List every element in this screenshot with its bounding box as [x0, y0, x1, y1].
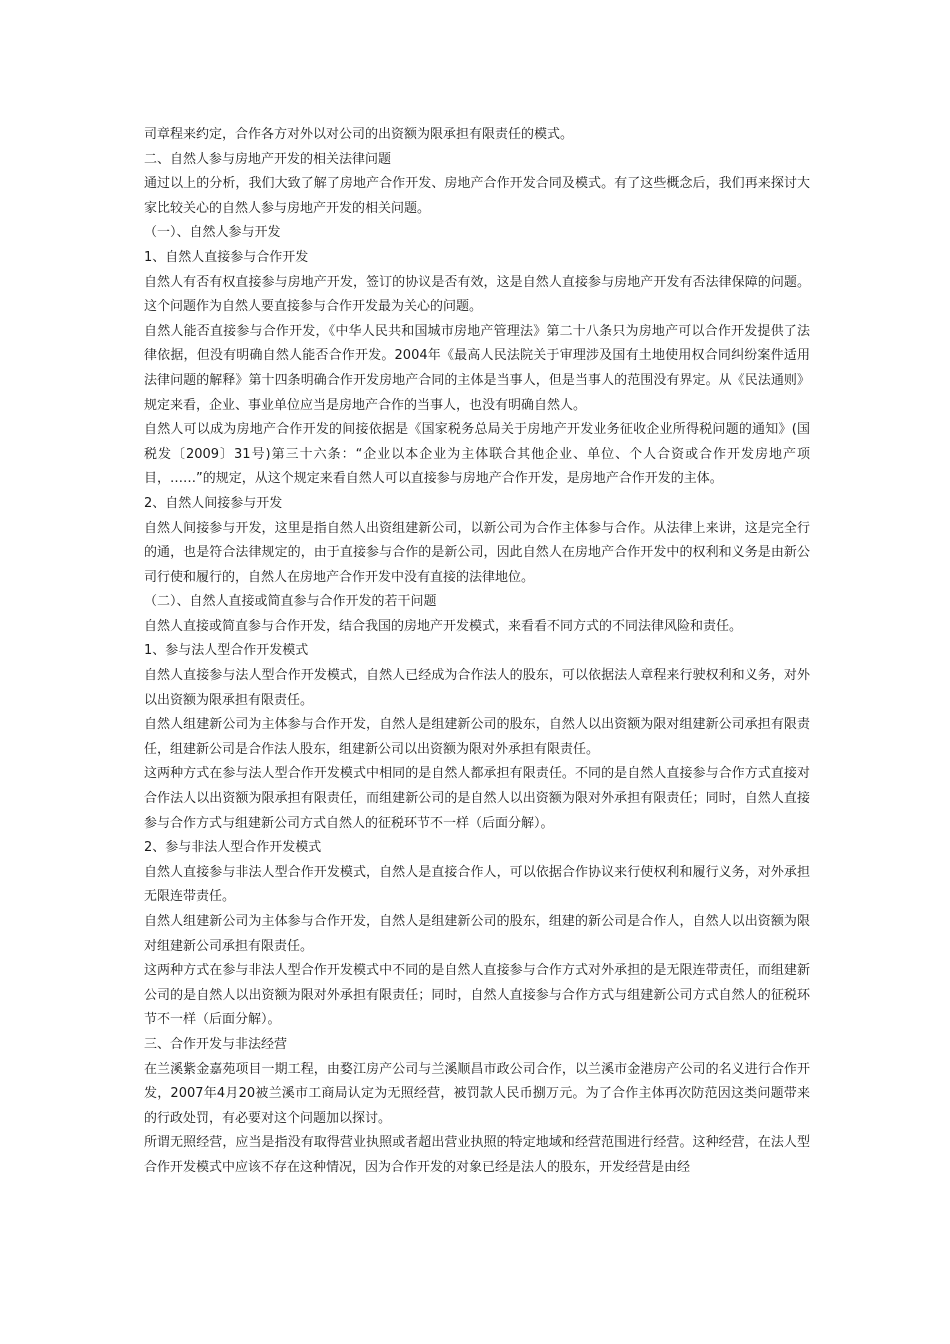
paragraph: 这两种方式在参与非法人型合作开发模式中不同的是自然人直接参与合作方式对外承担的是无限连带责任，而组建新公司的是自然人以出资额为限对外承担有限责任；同时，自然人直接参与合作方式与组建新公司方式自然人的征税环节不一样（后面分解）。 — [144, 963, 810, 1028]
paragraph: 自然人有否有权直接参与房地产开发，签订的协议是否有效，这是自然人直接参与房地产开发有否法律保障的问题。这个问题作为自然人要直接参与合作开发最为关心的问题。 — [144, 274, 810, 315]
subsection-heading: （一）、自然人参与开发 — [144, 225, 281, 241]
paragraph: 通过以上的分析，我们大致了解了房地产合作开发、房地产合作开发合同及模式。有了这些概念后，我们再来探讨大家比较关心的自然人参与房地产开发的相关问题。 — [144, 176, 810, 216]
item-heading: 2、参与非法人型合作开发模式 — [144, 840, 322, 856]
paragraph: 自然人直接或简直参与合作开发，结合我国的房地产开发模式，来看看不同方式的不同法律风险和责任。 — [144, 618, 743, 634]
section-heading: 二、自然人参与房地产开发的相关法律问题 — [144, 151, 392, 167]
item-heading: 1、自然人直接参与合作开发 — [144, 249, 309, 265]
paragraph: 自然人可以成为房地产合作开发的间接依据是《国家税务总局关于房地产开发业务征收企业所得税问题的通知》(国税发〔2009〕31号)第三十六条：“企业以本企业为主体联合其他企业、单位、个人合资或合作开发房地产项目，……”的规定，从这个规定来看自然人可以直接参与房地产合作开发，是房地产合作开发的主体。 — [144, 422, 810, 487]
subsection-heading: （二）、自然人直接或简直参与合作开发的若干问题 — [144, 594, 437, 610]
paragraph: 自然人间接参与开发，这里是指自然人出资组建新公司，以新公司为合作主体参与合作。从法律上来讲，这是完全行的通，也是符合法律规定的，由于直接参与合作的是新公司，因此自然人在房地产合作开发中的权利和义务是由新公司行使和履行的，自然人在房地产合作开发中没有直接的法律地位。 — [144, 520, 810, 585]
paragraph: 所谓无照经营，应当是指没有取得营业执照或者超出营业执照的特定地域和经营范围进行经营。这种经营，在法人型合作开发模式中应该不存在这种情况，因为合作开发的对象已经是法人的股东，开发经营是由经 — [144, 1135, 810, 1175]
paragraph: 这两种方式在参与法人型合作开发模式中相同的是自然人都承担有限责任。不同的是自然人直接参与合作方式直接对合作法人以出资额为限承担有限责任，而组建新公司的是自然人以出资额为限对外承担有限责任；同时，自然人直接参与合作方式与组建新公司方式自然人的征税环节不一样（后面分解）。 — [144, 766, 810, 831]
paragraph: 自然人能否直接参与合作开发，《中华人民共和国城市房地产管理法》第二十八条只为房地产可以合作开发提供了法律依据，但没有明确自然人能否合作开发。2004年《最高人民法院关于审理涉及国有土地使用权合同纠纷案件适用法律问题的解释》第十四条明确合作开发房地产合同的主体是当事人，但是当事人的范围没有界定。从《民法通则》规定来看，企业、事业单位应当是房地产合作的当事人，也没有明确自然人。 — [144, 323, 810, 413]
section-heading: 三、合作开发与非法经营 — [144, 1036, 288, 1052]
paragraph: 自然人组建新公司为主体参与合作开发，自然人是组建新公司的股东，自然人以出资额为限对组建新公司承担有限责任，组建新公司是合作法人股东，组建新公司以出资额为限对外承担有限责任。 — [144, 717, 810, 757]
paragraph: 自然人组建新公司为主体参与合作开发，自然人是组建新公司的股东，组建的新公司是合作人，自然人以出资额为限对组建新公司承担有限责任。 — [144, 914, 810, 954]
item-heading: 2、自然人间接参与开发 — [144, 495, 283, 511]
item-heading: 1、参与法人型合作开发模式 — [144, 643, 309, 659]
paragraph: 自然人直接参与法人型合作开发模式，自然人已经成为合作法人的股东，可以依据法人章程来行驶权利和义务，对外以出资额为限承担有限责任。 — [144, 668, 810, 708]
paragraph: 自然人直接参与非法人型合作开发模式，自然人是直接合作人，可以依据合作协议来行使权利和履行义务，对外承担无限连带责任。 — [144, 864, 810, 905]
paragraph: 在兰溪紫金嘉苑项目一期工程，由婺江房产公司与兰溪顺昌市政公司合作，以兰溪市金港房产公司的名义进行合作开发，2007年4月20被兰溪市工商局认定为无照经营，被罚款人民币捌万元。为了合作主体再次防范因这类问题带来的行政处罚，有必要对这个问题加以探讨。 — [144, 1061, 810, 1126]
paragraph: 司章程来约定，合作各方对外以对公司的出资额为限承担有限责任的模式。 — [144, 127, 574, 142]
document-body — [144, 123, 810, 1181]
